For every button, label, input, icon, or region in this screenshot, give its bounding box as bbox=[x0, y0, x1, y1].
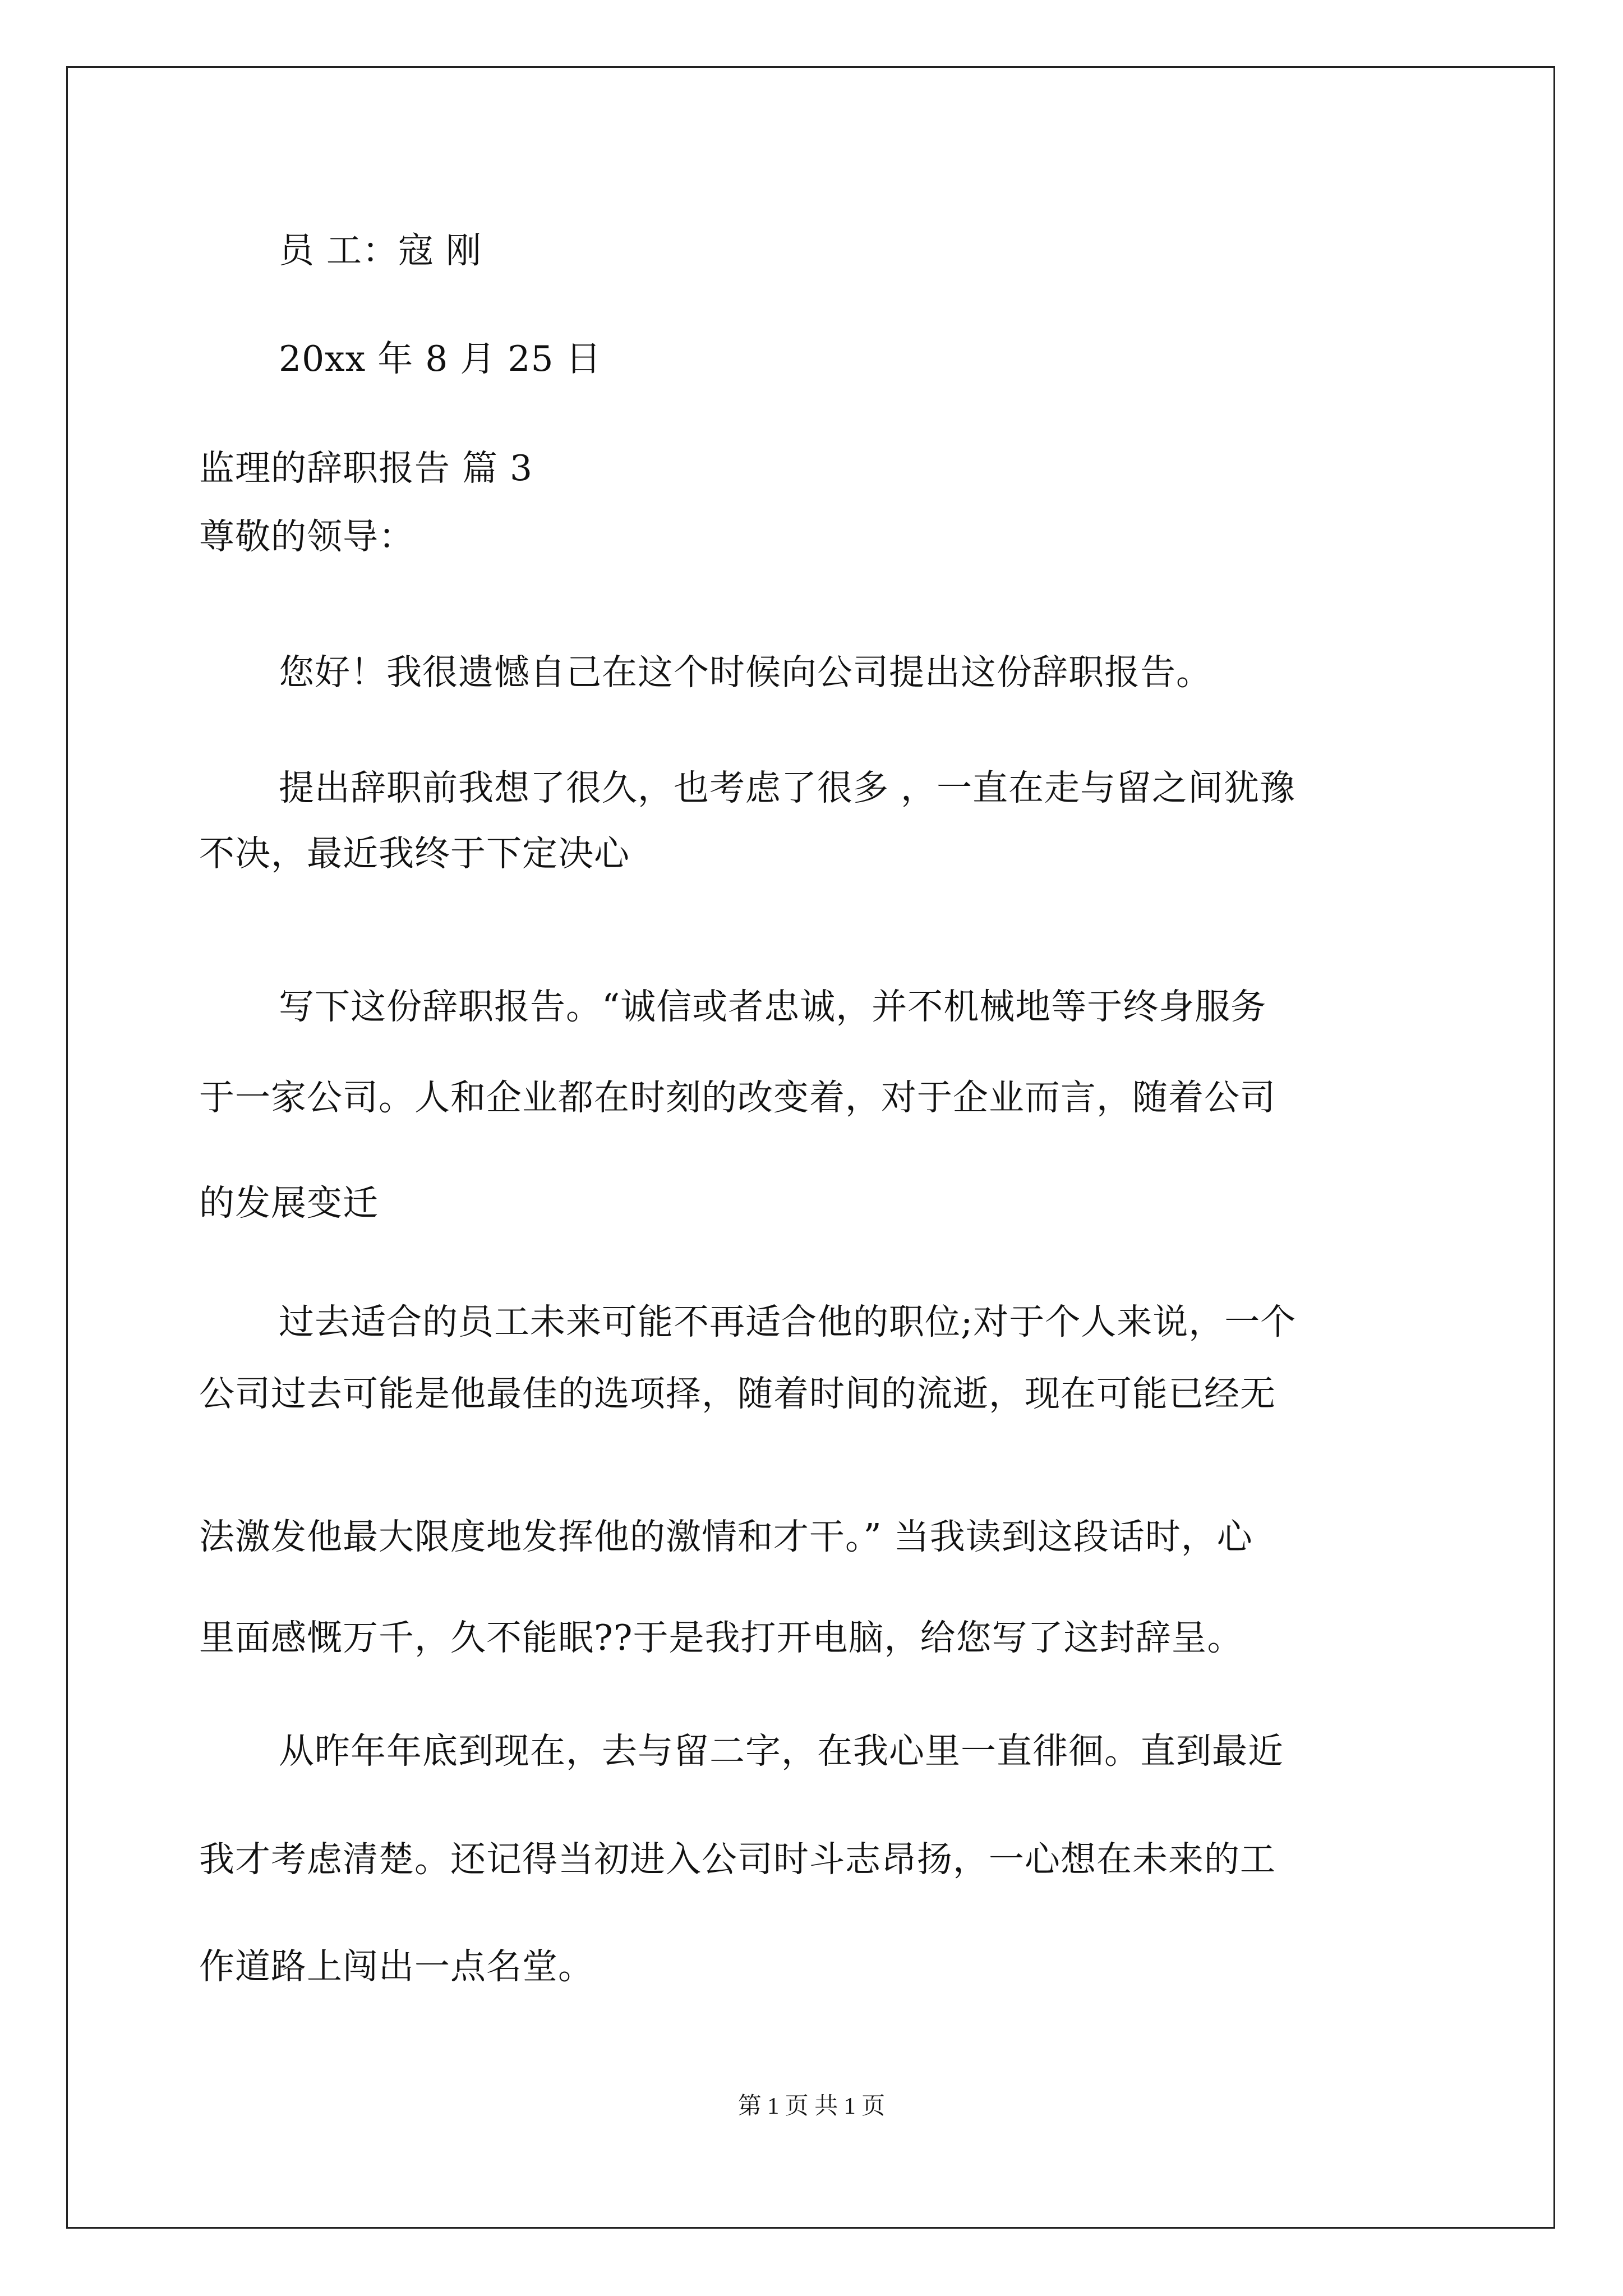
paragraph-line: 不决，最近我终于下定决心 bbox=[199, 833, 630, 874]
section-heading: 监理的辞职报告 篇 3 bbox=[199, 448, 533, 489]
page-footer: 第 1 页 共 1 页 bbox=[737, 2093, 886, 2119]
paragraph-line: 公司过去可能是他最佳的选项择，随着时间的流逝，现在可能已经无 bbox=[199, 1373, 1276, 1414]
paragraph-line: 我才考虑清楚。还记得当初进入公司时斗志昂扬，一心想在未来的工 bbox=[199, 1839, 1276, 1880]
employee-signature: 员 工：寇 刚 bbox=[279, 230, 482, 271]
page-border bbox=[66, 66, 1555, 2229]
signature-date: 20xx 年 8 月 25 日 bbox=[279, 338, 602, 379]
paragraph-line: 从昨年年底到现在，去与留二字，在我心里一直徘徊。直到最近 bbox=[279, 1731, 1284, 1772]
paragraph-line: 过去适合的员工未来可能不再适合他的职位;对于个人来说，一个 bbox=[279, 1301, 1297, 1342]
paragraph-line: 写下这份辞职报告。“诚信或者忠诚，并不机械地等于终身服务 bbox=[279, 986, 1267, 1027]
paragraph-line: 作道路上闯出一点名堂。 bbox=[199, 1946, 594, 1987]
paragraph-line: 里面感慨万千，久不能眠??于是我打开电脑，给您写了这封辞呈。 bbox=[199, 1617, 1243, 1658]
paragraph-line: 的发展变迁 bbox=[199, 1182, 379, 1223]
paragraph-line: 法激发他最大限度地发挥他的激情和才干。” 当我读到这段话时，心 bbox=[199, 1516, 1253, 1557]
paragraph-line: 您好！我很遗憾自己在这个时候向公司提出这份辞职报告。 bbox=[279, 652, 1212, 693]
paragraph-line: 提出辞职前我想了很久，也考虑了很多 ，一直在走与留之间犹豫 bbox=[279, 767, 1296, 808]
salutation: 尊敬的领导： bbox=[199, 516, 414, 557]
paragraph-line: 于一家公司。人和企业都在时刻的改变着，对于企业而言，随着公司 bbox=[199, 1077, 1276, 1118]
